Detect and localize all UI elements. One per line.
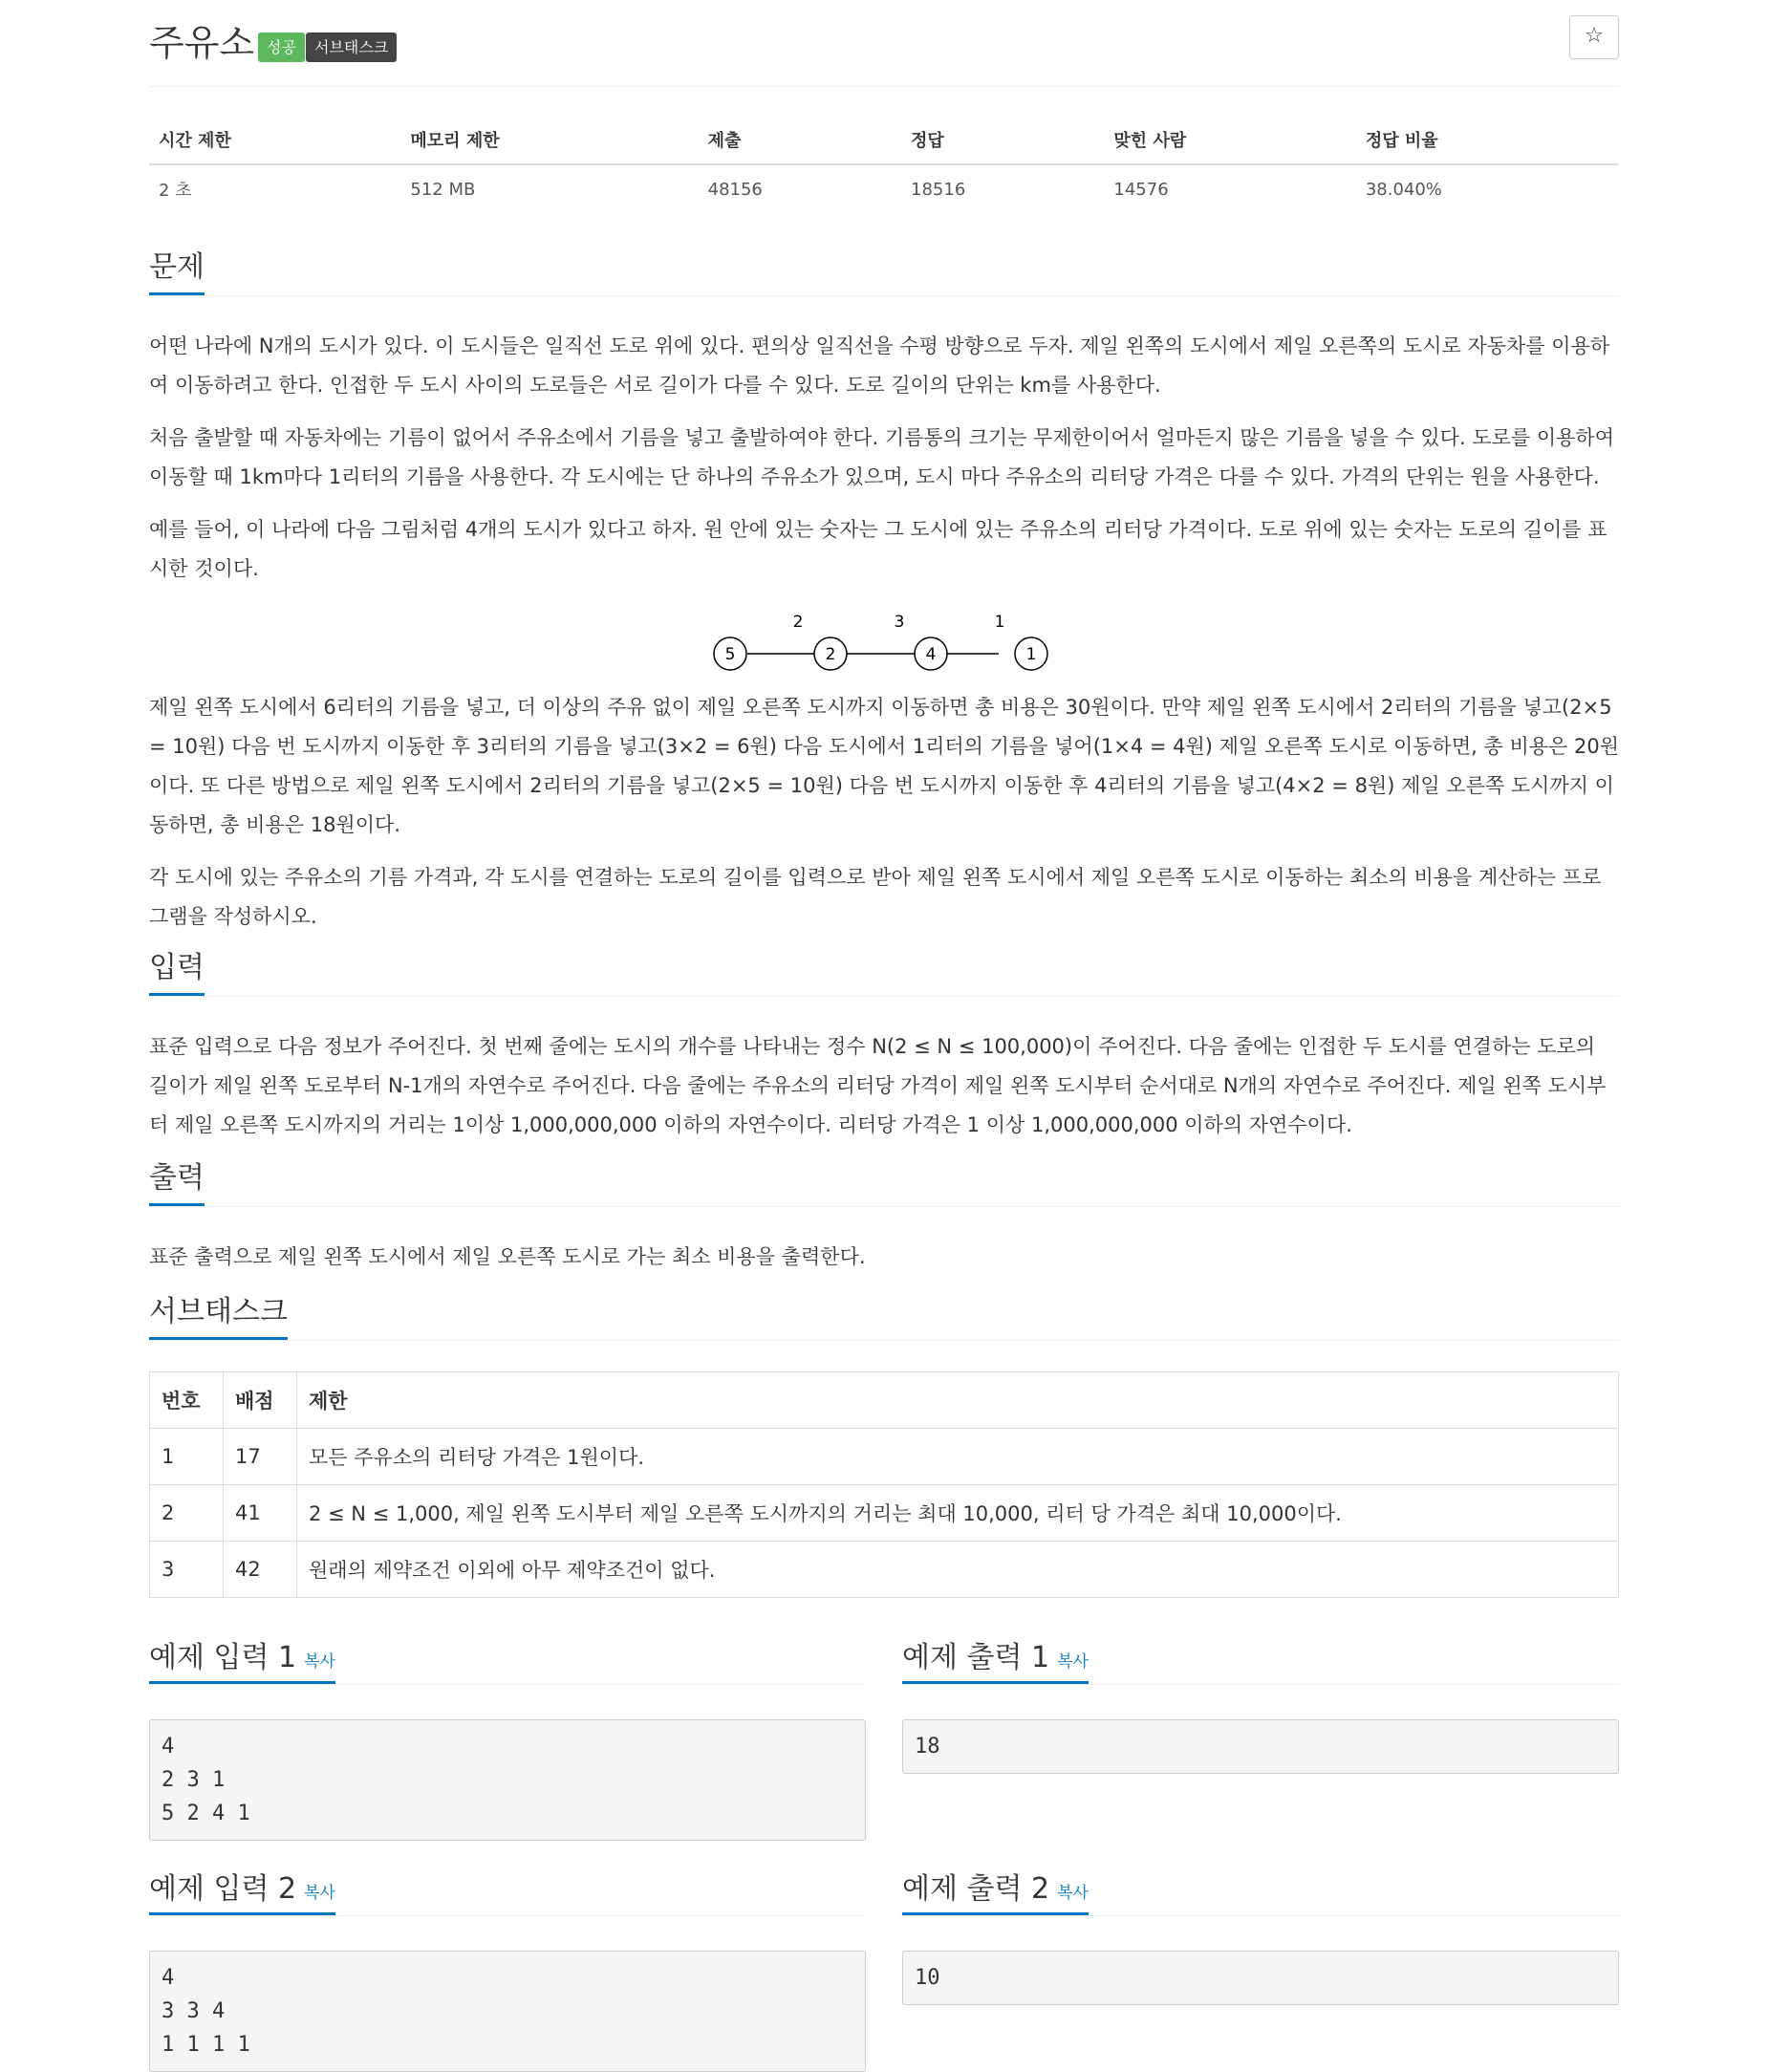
city-price-3: 4 <box>925 645 937 664</box>
sample-input-1-title <box>149 1633 335 1684</box>
city-price-1: 5 <box>724 645 736 664</box>
subtask-constraint: 2 ≤ N ≤ 1,000, 제일 왼쪽 도시부터 제일 오른쪽 도시까지의 거리는 최대 10,000, 리터 당 가격은 최대 10,000이다. <box>297 1485 1619 1542</box>
section-title-subtask: 서브태스크 <box>149 1287 288 1340</box>
city-price-2: 2 <box>825 645 836 664</box>
header-constraint: 제한 <box>297 1372 1619 1429</box>
subtask-section <box>149 1286 1619 1598</box>
header-ratio: 정답 비율 <box>1356 116 1619 164</box>
header-score: 배점 <box>224 1372 297 1429</box>
table-header-row <box>150 1372 1619 1429</box>
sample-title-text: 예제 입력 1 <box>149 1641 297 1674</box>
problem-info-table <box>149 116 1619 213</box>
table-row <box>149 164 1619 213</box>
sample-output-2-code: 10 <box>902 1951 1619 2005</box>
table-row <box>150 1542 1619 1598</box>
copy-button[interactable]: 복사 <box>1057 1652 1089 1672</box>
header-number: 번호 <box>150 1372 224 1429</box>
table-header-row <box>149 116 1619 164</box>
description-paragraph-1: 어떤 나라에 N개의 도시가 있다. 이 도시들은 일직선 도로 위에 있다. 편의상 일직선을 수평 방향으로 두자. 제일 왼쪽의 도시에서 제일 오른쪽의 도시로 자동차를 이용하여 이동하려고 한다. 인접한 두 도시 사이의 도로들은 서로 길이가 다를 수 있다. 도로 길이의 단위는 km를 사용한다. <box>149 335 1610 397</box>
section-header <box>149 242 1619 296</box>
sample-output-1-title <box>902 1633 1089 1684</box>
description-section <box>149 242 1619 937</box>
sample-output-2-title <box>902 1865 1089 1915</box>
subtask-number: 3 <box>150 1542 224 1598</box>
sample-input-2 <box>149 1862 866 2072</box>
description-paragraph-5: 각 도시에 있는 주유소의 기름 가격과, 각 도시를 연결하는 도로의 길이를 입력으로 받아 제일 왼쪽 도시에서 제일 오른쪽 도시로 이동하는 최소의 비용을 계산하는 프로그램을 작성하시오. <box>149 866 1602 928</box>
solvers-value: 14576 <box>1113 179 1169 200</box>
table-row <box>150 1485 1619 1542</box>
city-road-diagram <box>712 610 1056 673</box>
section-header <box>149 1630 866 1685</box>
sample-input-2-code: 4 3 3 4 1 1 1 1 <box>149 1951 866 2072</box>
subtask-score: 42 <box>224 1542 297 1598</box>
subtask-score: 41 <box>224 1485 297 1542</box>
road-length-2: 3 <box>894 613 905 632</box>
samples-row-2 <box>149 1862 1619 2072</box>
sample-title-text: 예제 출력 1 <box>902 1641 1050 1674</box>
table-row <box>150 1429 1619 1485</box>
section-header <box>149 1286 1619 1341</box>
sample-input-1-code: 4 2 3 1 5 2 4 1 <box>149 1719 866 1841</box>
status-badge-success: 성공 <box>258 32 305 62</box>
input-description: 표준 입력으로 다음 정보가 주어진다. 첫 번째 줄에는 도시의 개수를 나타내는 정수 N(2 ≤ N ≤ 100,000)이 주어진다. 다음 줄에는 인접한 두 도시를 연결하는 도로의 길이가 제일 왼쪽 도로부터 N-1개의 자연수로 주어진다. 다음 줄에는 주유소의 리터당 가격이 제일 왼쪽 도시부터 순서대로 N개의 자연수로 주어진다. 제일 왼쪽 도시부터 제일 오른쪽 도시까지의 거리는 1이상 1,000,000,000 이하의 자연수이다. 리터당 가격은 1 이상 1,000,000,000 이하의 자연수이다. <box>149 1035 1607 1136</box>
copy-button[interactable]: 복사 <box>304 1652 335 1672</box>
city-price-4: 1 <box>1025 645 1037 664</box>
subtask-number: 2 <box>150 1485 224 1542</box>
section-header <box>902 1630 1619 1685</box>
status-badge-subtask: 서브태스크 <box>306 32 397 62</box>
star-button[interactable] <box>1569 15 1619 59</box>
time-limit-value: 2 초 <box>159 181 192 201</box>
section-header <box>902 1862 1619 1916</box>
subtask-table <box>149 1371 1619 1598</box>
header-solvers: 맞힌 사람 <box>1104 116 1355 164</box>
sample-input-1 <box>149 1630 866 1841</box>
samples-row-1 <box>149 1630 1619 1841</box>
header-accepted: 정답 <box>901 116 1104 164</box>
section-title-input: 입력 <box>149 943 205 996</box>
sample-output-2 <box>902 1862 1619 2072</box>
description-paragraph-3: 예를 들어, 이 나라에 다음 그림처럼 4개의 도시가 있다고 하자. 원 안에 있는 숫자는 그 도시에 있는 주유소의 리터당 가격이다. 도로 위에 있는 숫자는 도로의 길이를 표시한 것이다. <box>149 518 1607 580</box>
memory-limit-value: 512 MB <box>410 179 476 200</box>
input-section <box>149 942 1619 1145</box>
accepted-value: 18516 <box>911 179 966 200</box>
star-icon: ☆ <box>1585 24 1604 48</box>
output-description: 표준 출력으로 제일 왼쪽 도시에서 제일 오른쪽 도시로 가는 최소 비용을 출력한다. <box>149 1245 866 1268</box>
subtask-number: 1 <box>150 1429 224 1485</box>
sample-input-2-title <box>149 1865 335 1915</box>
road-length-3: 1 <box>994 613 1005 632</box>
sample-output-1 <box>902 1630 1619 1841</box>
section-title-output: 출력 <box>149 1154 205 1206</box>
section-header <box>149 942 1619 997</box>
copy-button[interactable]: 복사 <box>1057 1884 1089 1903</box>
road-length-1: 2 <box>792 613 804 632</box>
output-section <box>149 1153 1619 1277</box>
sample-title-text: 예제 입력 2 <box>149 1872 297 1906</box>
subtask-constraint: 모든 주유소의 리터당 가격은 1원이다. <box>297 1429 1619 1485</box>
copy-button[interactable]: 복사 <box>304 1884 335 1903</box>
sample-output-1-code: 18 <box>902 1719 1619 1774</box>
section-title-description: 문제 <box>149 243 205 295</box>
description-paragraph-4: 제일 왼쪽 도시에서 6리터의 기름을 넣고, 더 이상의 주유 없이 제일 오른쪽 도시까지 이동하면 총 비용은 30원이다. 만약 제일 왼쪽 도시에서 2리터의 기름을 넣고(2×5 = 10원) 다음 번 도시까지 이동한 후 3리터의 기름을 넣고(3×2 = 6원) 다음 도시에서 1리터의 기름을 넣어(1×4 = 4원) 제일 오른쪽 도시로 이동하면, 총 비용은 20원이다. 또 다른 방법으로 제일 왼쪽 도시에서 2리터의 기름을 넣고(2×5 = 10원) 다음 번 도시까지 이동한 후 4리터의 기름을 넣고(4×2 = 8원) 제일 오른쪽 도시까지 이동하면, 총 비용은 18원이다. <box>149 696 1619 836</box>
section-header <box>149 1862 866 1916</box>
header-submissions: 제출 <box>699 116 901 164</box>
description-paragraph-2: 처음 출발할 때 자동차에는 기름이 없어서 주유소에서 기름을 넣고 출발하여야 한다. 기름통의 크기는 무제한이어서 얼마든지 많은 기름을 넣을 수 있다. 도로를 이용하여 이동할 때 1km마다 1리터의 기름을 사용한다. 각 도시에는 단 하나의 주유소가 있으며, 도시 마다 주유소의 리터당 가격은 다를 수 있다. 가격의 단위는 원을 사용한다. <box>149 426 1614 488</box>
subtask-constraint: 원래의 제약조건 이외에 아무 제약조건이 없다. <box>297 1542 1619 1598</box>
submissions-value: 48156 <box>707 179 763 200</box>
header-memory-limit: 메모리 제한 <box>400 116 698 164</box>
page-title: 주유소 <box>149 22 255 64</box>
problem-page <box>149 0 1619 2072</box>
subtask-score: 17 <box>224 1429 297 1485</box>
problem-header <box>149 0 1619 87</box>
sample-title-text: 예제 출력 2 <box>902 1872 1050 1906</box>
section-header <box>149 1153 1619 1207</box>
ratio-value: 38.040% <box>1365 179 1442 200</box>
header-time-limit: 시간 제한 <box>149 116 400 164</box>
